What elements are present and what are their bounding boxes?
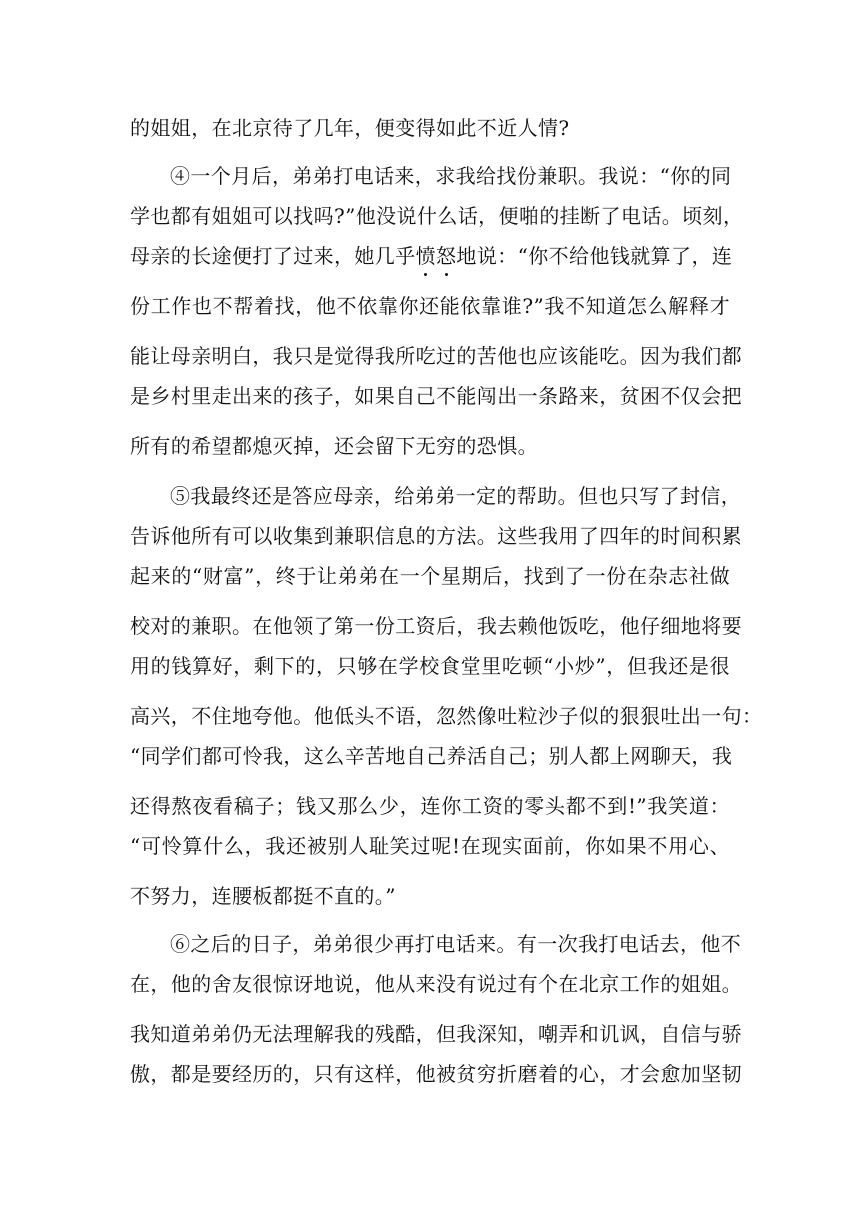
emphasis-dot bbox=[445, 273, 448, 276]
text-line: 校对的兼职。在他领了第一份工资后，我去赖他饭吃，他仔细地将要 bbox=[130, 614, 742, 638]
text-segment: 母亲的长途便打了过来，她几乎 bbox=[130, 244, 416, 268]
paragraph-6-start: ⑥之后的日子，弟弟很少再打电话来。有一次我打电话去，他不 bbox=[170, 932, 742, 956]
text-line: 的姐姐，在北京待了几年，便变得如此不近人情? bbox=[130, 116, 570, 140]
text-line: 还得熬夜看稿子；钱又那么少，连你工资的零头都不到!”我笑道： bbox=[130, 794, 730, 818]
emphasis-dot bbox=[424, 273, 427, 276]
text-line: 用的钱算好，剩下的，只够在学校食堂里吃顿“小炒”，但我还是很 bbox=[130, 654, 730, 678]
text-line: 傲，都是要经历的，只有这样，他被贫穷折磨着的心，才会愈加坚韧 bbox=[130, 1062, 742, 1086]
text-line-with-emphasis bbox=[130, 244, 733, 268]
paragraph-5-start: ⑤我最终还是答应母亲，给弟弟一定的帮助。但也只写了封信， bbox=[170, 484, 742, 508]
text-line: 告诉他所有可以收集到兼职信息的方法。这些我用了四年的时间积累 bbox=[130, 524, 742, 548]
text-line: “可怜算什么，我还被别人耻笑过呢!在现实面前，你如果不用心、 bbox=[130, 834, 730, 858]
text-line: 能让母亲明白，我只是觉得我所吃过的苦他也应该能吃。因为我们都 bbox=[130, 344, 742, 368]
emphasized-word bbox=[416, 244, 457, 268]
text-line: 在，他的舍友很惊讶地说，他从来没有说过有个在北京工作的姐姐。 bbox=[130, 972, 742, 996]
text-segment: 地说：“你不给他钱就算了，连 bbox=[456, 244, 733, 268]
text-line: 所有的希望都熄灭掉，还会留下无穷的恐惧。 bbox=[130, 434, 538, 458]
text-line: 学也都有姐姐可以找吗?”他没说什么话，便啪的挂断了电话。顷刻， bbox=[130, 204, 744, 228]
emphasized-text: 愤怒 bbox=[415, 244, 457, 268]
paragraph-4-start: ④一个月后，弟弟打电话来，求我给找份兼职。我说：“你的同 bbox=[170, 164, 732, 188]
text-line: 份工作也不帮着找，他不依靠你还能依靠谁?”我不知道怎么解释才 bbox=[130, 294, 730, 318]
text-line: 起来的“财富”，终于让弟弟在一个星期后，找到了一份在杂志社做 bbox=[130, 564, 730, 588]
text-line: 是乡村里走出来的孩子，如果自己不能闯出一条路来，贫困不仅会把 bbox=[130, 384, 742, 408]
text-line: 不努力，连腰板都挺不直的。” bbox=[130, 884, 396, 908]
text-line: 高兴，不住地夸他。他低头不语，忽然像吐粒沙子似的狠狠吐出一句： bbox=[130, 704, 763, 728]
text-line: 我知道弟弟仍无法理解我的残酷，但我深知，嘲弄和讥讽，自信与骄 bbox=[130, 1022, 742, 1046]
text-line: “同学们都可怜我，这么辛苦地自己养活自己；别人都上网聊天，我 bbox=[130, 744, 733, 768]
